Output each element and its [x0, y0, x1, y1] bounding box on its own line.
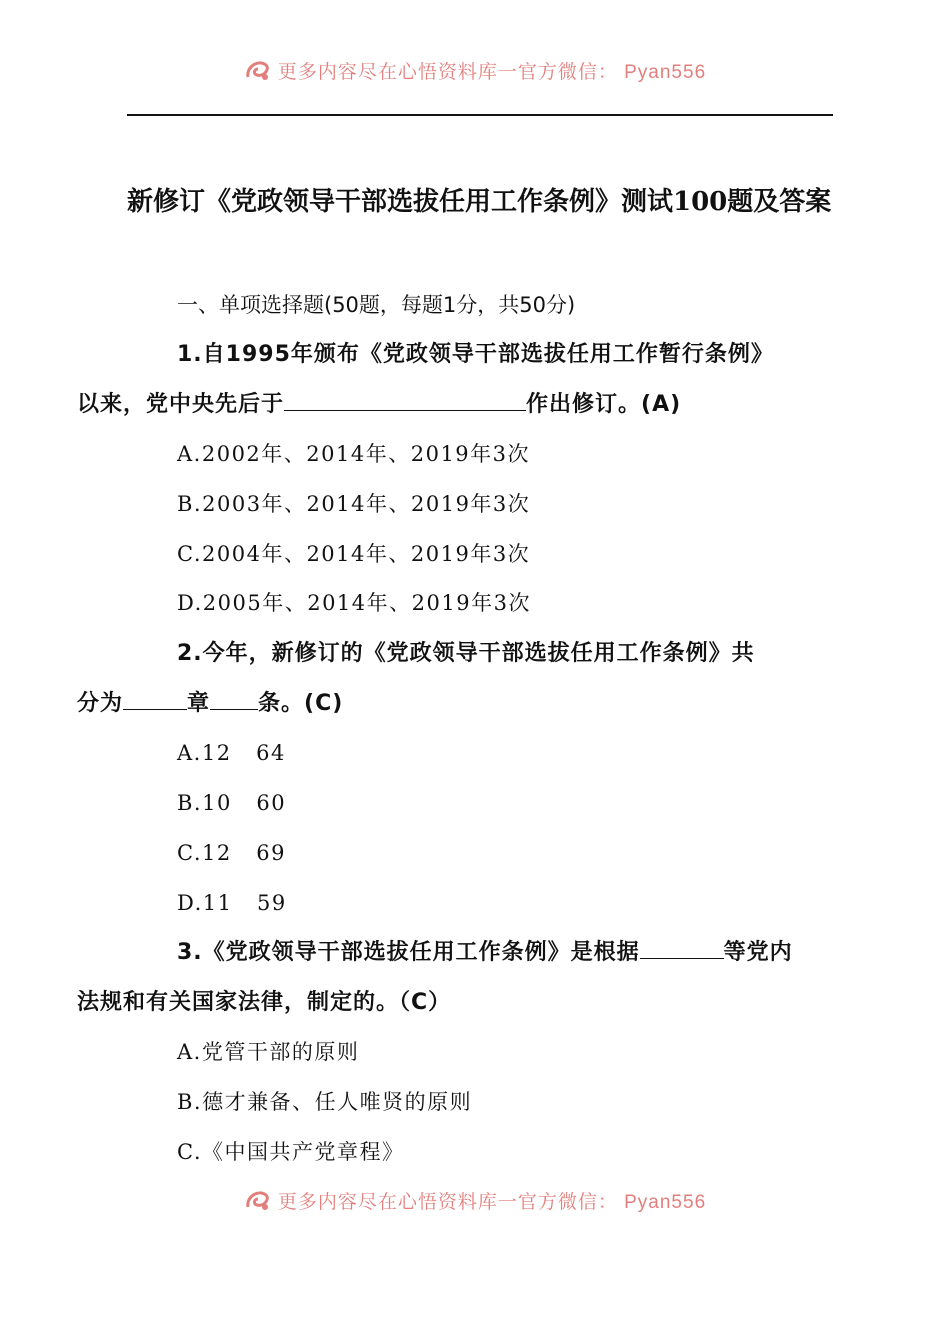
answer-blank	[210, 687, 258, 710]
question-3-line1-pre: 3.《党政领导干部选拔任用工作条例》是根据	[177, 940, 640, 966]
question-1-line2-post: 作出修订。(A)	[526, 392, 682, 417]
question-2-line2-mid: 章	[187, 691, 211, 717]
answer-blank	[284, 388, 526, 411]
option-2c: C.12 69	[177, 840, 286, 865]
document-body	[77, 280, 833, 1178]
swirl-logo-icon	[244, 1187, 272, 1213]
question-1	[77, 330, 833, 430]
question-2-line2-pre: 分为	[77, 691, 124, 717]
header-rule	[127, 114, 833, 116]
document-title: 新修订《党政领导干部选拔任用工作条例》测试100题及答案	[127, 187, 832, 217]
swirl-logo-icon	[244, 57, 272, 83]
option-3b: B.德才兼备、任人唯贤的原则	[177, 1090, 473, 1115]
question-1-line1: 1.自1995年颁布《党政领导干部选拔任用工作暂行条例》	[177, 342, 774, 367]
option-3a: A.党管干部的原则	[177, 1040, 360, 1065]
option-3c: C.《中国共产党章程》	[177, 1139, 405, 1164]
option-2a: A.12 64	[177, 741, 286, 766]
question-1-line2-pre: 以来，党中央先后于	[77, 392, 285, 417]
question-3-line2: 法规和有关国家法律，制定的。（C）	[77, 990, 452, 1016]
question-2-line2-post: 条。(C)	[258, 691, 344, 717]
option-1d: D.2005年、2014年、2019年3次	[177, 591, 531, 616]
option-1c: C.2004年、2014年、2019年3次	[177, 541, 531, 566]
option-2d: D.11 59	[177, 890, 287, 915]
question-2	[77, 629, 833, 729]
option-1b: B.2003年、2014年、2019年3次	[177, 491, 531, 516]
answer-blank	[123, 687, 187, 710]
watermark-text: 更多内容尽在心悟资料库一官方微信： Pyan556	[277, 1191, 707, 1213]
section-heading: 一、单项选择题(50题，每题1分，共50分)	[177, 293, 576, 317]
question-2-line1: 2.今年，新修订的《党政领导干部选拔任用工作条例》共	[177, 641, 755, 667]
footer-watermark	[0, 1184, 950, 1216]
answer-blank	[640, 936, 724, 959]
question-3-line1-post: 等党内	[723, 940, 793, 966]
question-3	[77, 928, 833, 1028]
header-watermark	[0, 54, 950, 86]
watermark-text: 更多内容尽在心悟资料库一官方微信： Pyan556	[277, 61, 707, 83]
option-2b: B.10 60	[177, 790, 287, 815]
option-1a: A.2002年、2014年、2019年3次	[177, 442, 531, 466]
